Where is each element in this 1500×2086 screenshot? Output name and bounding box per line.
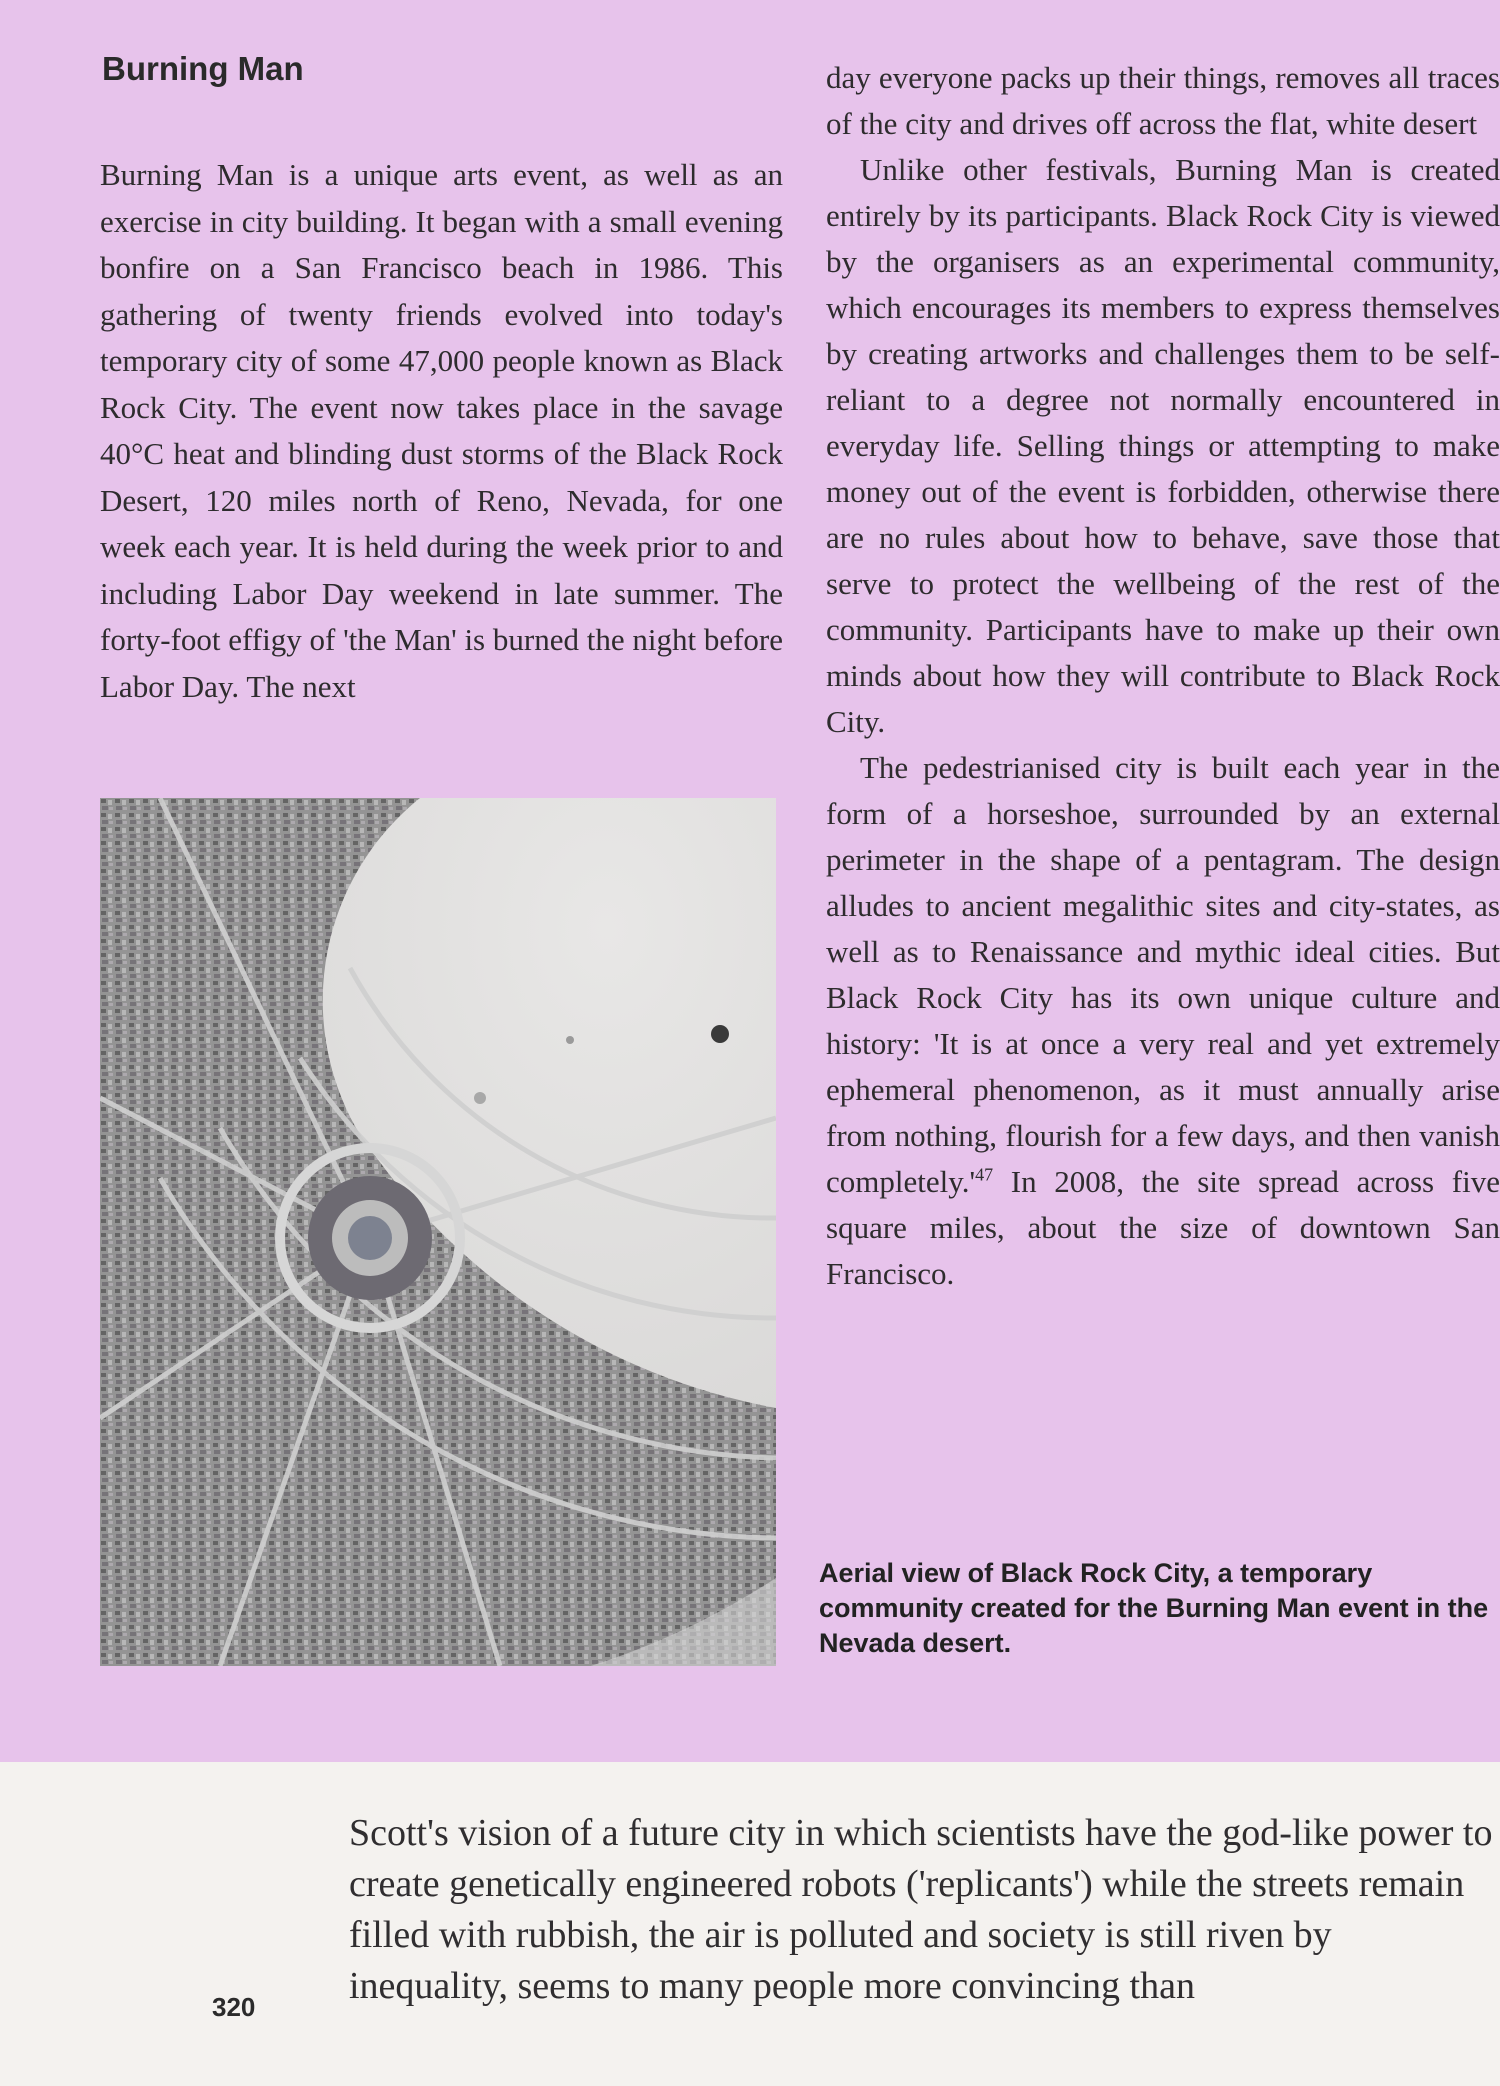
right-paragraph-2: Unlike other festivals, Burning Man is created entirely by its participants. Black Rock City is viewed by the organisers as an experimental community, which encourages its members to express themselves by creating artworks and challenges them to be self-reliant to a degree not normally encountered in everyday life. Selling things or attempting to make money out of the event is forbidden, otherwise there are no rules about how to behave, save those that serve to protect the wellbeing of the rest of the community. Participants have to make up their own minds about how they will contribute to Black Rock City. — [826, 152, 1500, 739]
left-column-text: Burning Man is a unique arts event, as well as an exercise in city building. It began with a small evening bonfire on a San Francisco beach in 1986. This gathering of twenty friends evolved into today's temporary city of some 47,000 people known as Black Rock City. The event now takes place in the savage 40°C heat and blinding dust storms of the Black Rock Desert, 120 miles north of Reno, Nevada, for one week each year. It is held during the week prior to and including Labor Day weekend in late summer. The forty-foot effigy of 'the Man' is burned the night before Labor Day. The next — [100, 157, 783, 704]
aerial-city-image — [100, 798, 776, 1666]
left-column — [100, 152, 783, 710]
footnote-ref: 47 — [975, 1164, 994, 1185]
main-text-block — [349, 1808, 1500, 2012]
main-paragraph: Scott's vision of a future city in which scientists have the god-like power to create genetically engineered robots ('replicants') while the streets remain filled with rubbish, the air is polluted and society is still riven by inequality, seems to many people more convincing than — [349, 1812, 1493, 2007]
right-paragraph-1: day everyone packs up their things, removes all traces of the city and drives off across the flat, white desert — [826, 60, 1500, 141]
right-paragraph-3-text: The pedestrianised city is built each year in the form of a horseshoe, surrounded by an external perimeter in the shape of a pentagram. The design alludes to ancient megalithic sites and city-states, as well as to Renaissance and mythic ideal cities. But Black Rock City has its own unique culture and history: 'It is at once a very real and yet extremely ephemeral phenomenon, as it must annually arise from nothing, flourish for a few days, and then vanish completely.' — [826, 750, 1500, 1199]
photo-caption: Aerial view of Black Rock City, a temporary community created for the Burning Man event in the Nevada desert. — [819, 1558, 1489, 1658]
page-number: 320 — [212, 1992, 256, 2022]
right-paragraph-3 — [826, 745, 1500, 1297]
aerial-photo — [100, 798, 776, 1666]
right-paragraph-3-end: In 2008, the site spread across five square miles, about the size of downtown San Francisco. — [826, 1164, 1500, 1291]
box-title: Burning Man — [102, 50, 304, 87]
right-column — [826, 55, 1500, 1297]
